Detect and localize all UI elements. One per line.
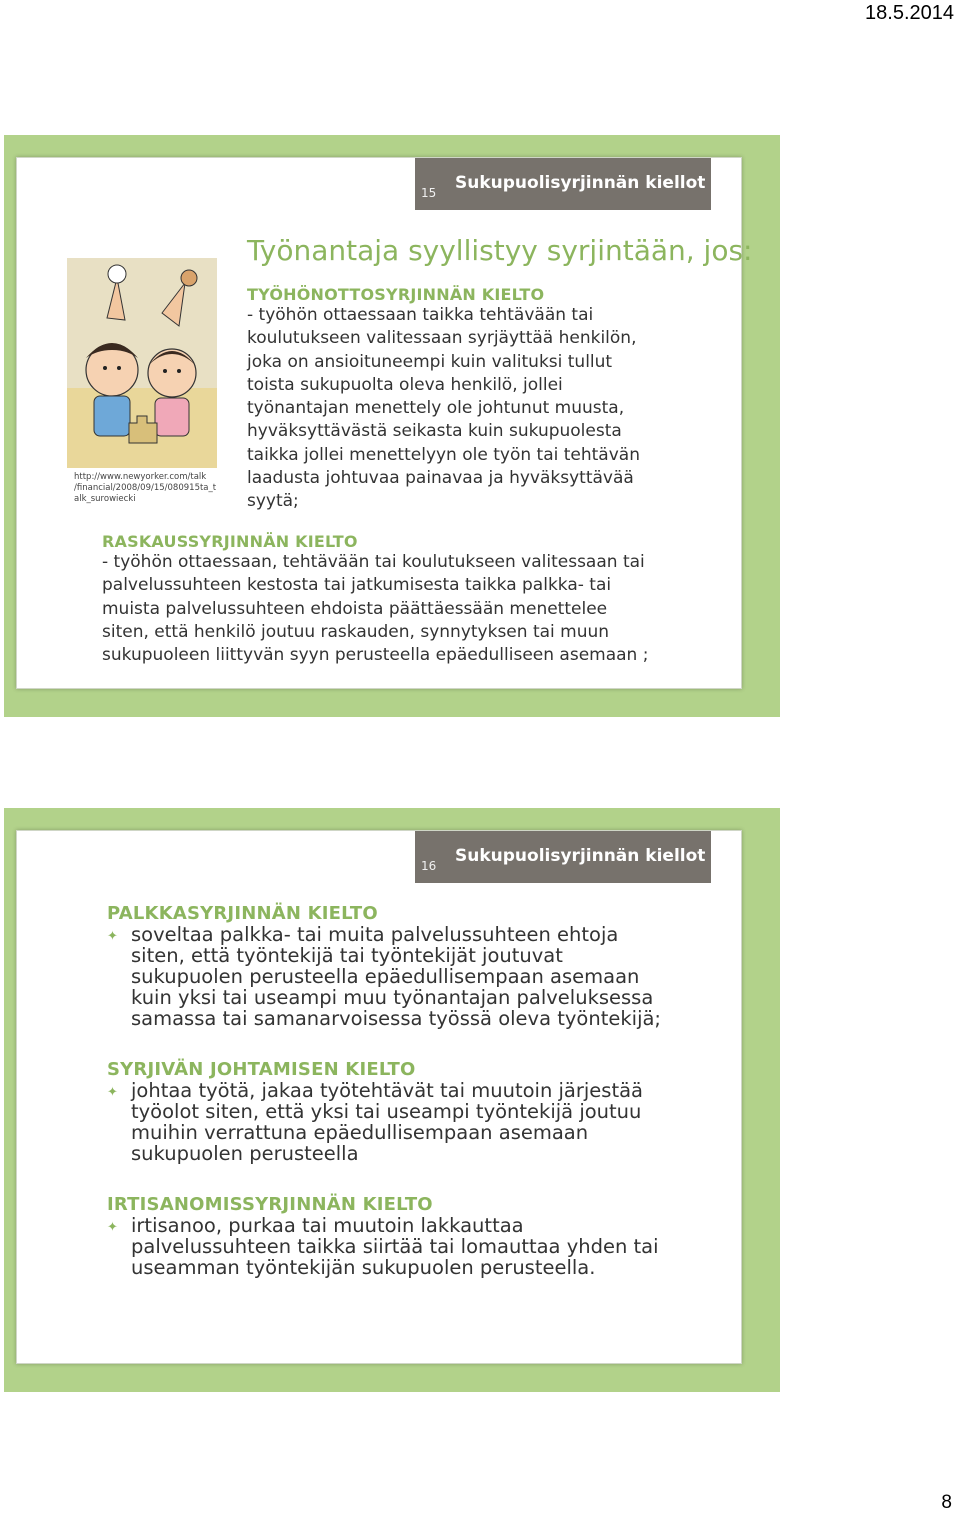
print-date: 18.5.2014: [865, 2, 954, 24]
slide-body: [107, 903, 727, 1278]
section-title: TYÖHÖNOTTOSYRJINNÄN KIELTO: [247, 285, 545, 304]
section-title: SYRJIVÄN JOHTAMISEN KIELTO: [107, 1059, 416, 1080]
management-discrimination-section: [107, 1059, 727, 1164]
cartoon-children-sandcastle-image: [67, 258, 217, 468]
slide-title-bar: [415, 831, 711, 883]
slide-number: 15: [421, 186, 437, 200]
dismissal-discrimination-section: [107, 1194, 727, 1278]
slide-number: 16: [421, 859, 437, 873]
bullet-icon: ✦: [107, 1220, 118, 1235]
section-title: PALKKASYRJINNÄN KIELTO: [107, 903, 378, 924]
section-title: RASKAUSSYRJINNÄN KIELTO: [102, 532, 358, 551]
recruitment-discrimination-section: [247, 285, 747, 514]
image-credit: http://www.newyorker.com/talk /financial/2008/09/15/080915ta_t alk_surowiecki: [74, 472, 217, 504]
list-item: ✦ irtisanoo, purkaa tai muutoin lakkauttaa palvelussuhteen taikka siirtää tai lomauttaa yhden tai useamman työntekijän sukupuolen perusteella.: [107, 1214, 659, 1279]
pay-discrimination-section: [107, 903, 727, 1029]
slide-16: [4, 808, 780, 1392]
bullet-icon: ✦: [107, 1085, 118, 1100]
section-title: IRTISANOMISSYRJINNÄN KIELTO: [107, 1194, 433, 1215]
slide-15: [4, 135, 780, 717]
page-number: 8: [941, 1492, 952, 1513]
slide-heading: Työnantaja syyllistyy syrjintään, jos:: [247, 234, 753, 267]
list-item: ✦ soveltaa palkka- tai muita palvelussuhteen ehtoja siten, että työntekijä tai työntekijät joutuvat sukupuolen perusteella epäedullisempaan asemaan kuin yksi tai useampi muu työnantajan palveluksessa samassa tai samanarvoisessa työssä oleva työntekijä;: [107, 923, 662, 1030]
section-body: - työhön ottaessaan, tehtävään tai koulutukseen valitessaan tai palvelussuhteen kestosta tai jatkumisesta taikka palkka- tai muista palvelussuhteen ehdoista päättäessään menettelee siten, että henkilö joutuu raskauden, synnytyksen tai muun sukupuoleen liittyvän syyn perusteella epäedulliseen asemaan ;: [102, 552, 649, 666]
slide-title-bar: [415, 158, 711, 210]
slide-title: Sukupuolisyrjinnän kiellot: [455, 846, 706, 866]
bullet-icon: ✦: [107, 929, 118, 944]
pregnancy-discrimination-section: [102, 532, 742, 667]
section-body: - työhön ottaessaan taikka tehtävään tai koulutukseen valitessaan syrjäyttää henkilön, joka on ansioituneempi kuin valituksi tullut toista sukupuolta oleva henkilö, jollei työnantajan menettely ole johtunut muusta, hyväksyttävästä seikasta kuin sukupuolesta taikka jollei menettelyyn ole työn tai tehtävän laadusta johtuvaa painavaa ja hyväksyttävää syytä;: [247, 305, 640, 512]
slide-content-area: [16, 157, 753, 689]
list-item: ✦ johtaa työtä, jakaa työtehtävät tai muutoin järjestää työolot siten, että yksi tai useampi työntekijä joutuu muihin verrattuna epäedullisempaan asemaan sukupuolen perusteella: [107, 1079, 643, 1165]
slide-content-area: [16, 830, 742, 1364]
slide-title: Sukupuolisyrjinnän kiellot: [455, 173, 706, 193]
